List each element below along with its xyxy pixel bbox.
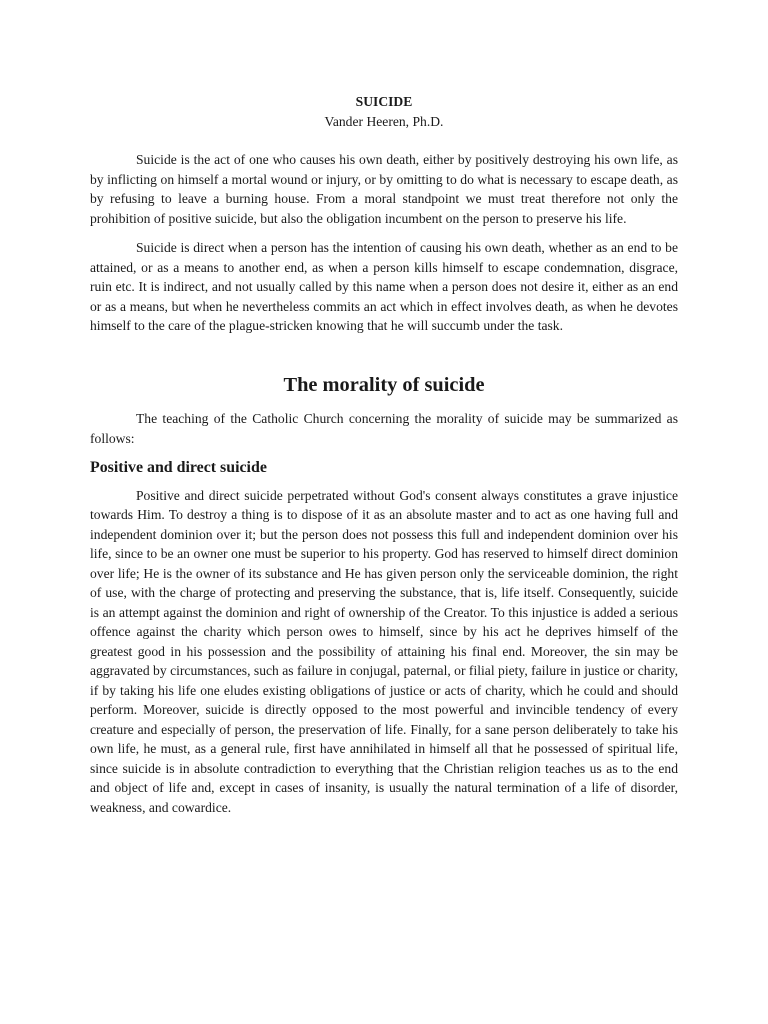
document-page [90, 92, 678, 827]
section-intro-paragraph: The teaching of the Catholic Church concerning the morality of suicide may be summarized as follows: [90, 411, 678, 446]
intro-paragraph-1: Suicide is the act of one who causes his own death, either by positively destroying his own life, as by inflicting on himself a mortal wound or injury, or by omitting to do what is necessary to escape death, as by refusing to leave a burning house. From a moral standpoint we must treat therefore not only the prohibition of positive suicide, but also the obligation incumbent on the person to preserve his life. [90, 152, 678, 226]
intro-paragraph-2: Suicide is direct when a person has the intention of causing his own death, whether as an end to be attained, or as a means to another end, as when a person kills himself to escape condemnation, disgrace, ruin etc. It is indirect, and not usually called by this name when a person does not desire it, either as an end or as a means, but when he nevertheless commits an act which in effect involves death, as when he devotes himself to the care of the plague-stricken knowing that he will succumb under the task. [90, 240, 678, 333]
document-title: SUICIDE [355, 94, 413, 109]
document-author: Vander Heeren, Ph.D. [324, 114, 444, 129]
subsection-body-paragraph: Positive and direct suicide perpetrated without God's consent always constitutes a grave injustice towards Him. To destroy a thing is to dispose of it as an absolute master and to act as one having full and independent dominion over it; but the person does not possess this full and independent dominion over his life, since to be an owner one must be superior to his property. God has reserved to himself direct dominion over life; He is the owner of its substance and He has given person only the serviceable dominion, the right of use, with the charge of protecting and preserving the substance, that is, life itself. Consequently, suicide is an attempt against the dominion and right of ownership of the Creator. To this injustice is added a serious offence against the charity which person owes to himself, since by his act he deprives himself of the greatest good in his possession and the possibility of attaining his final end. Moreover, the sin may be aggravated by circumstances, such as failure in conjugal, paternal, or filial piety, failure in justice or charity, if by taking his life one eludes existing obligations of justice or acts of charity, which he could and should perform. Moreover, suicide is directly opposed to the most powerful and invincible tendency of every creature and especially of person, the preservation of life. Finally, for a sane person deliberately to take his own life, he must, as a general rule, first have annihilated in himself all that he possessed of spiritual life, since suicide is in absolute contradiction to everything that the Christian religion teaches us as to the end and object of life and, except in cases of insanity, is usually the natural termination of a life of disorder, weakness, and cowardice. [90, 487, 678, 815]
section-heading: The morality of suicide [283, 373, 485, 396]
subsection-heading: Positive and direct suicide [90, 459, 267, 476]
